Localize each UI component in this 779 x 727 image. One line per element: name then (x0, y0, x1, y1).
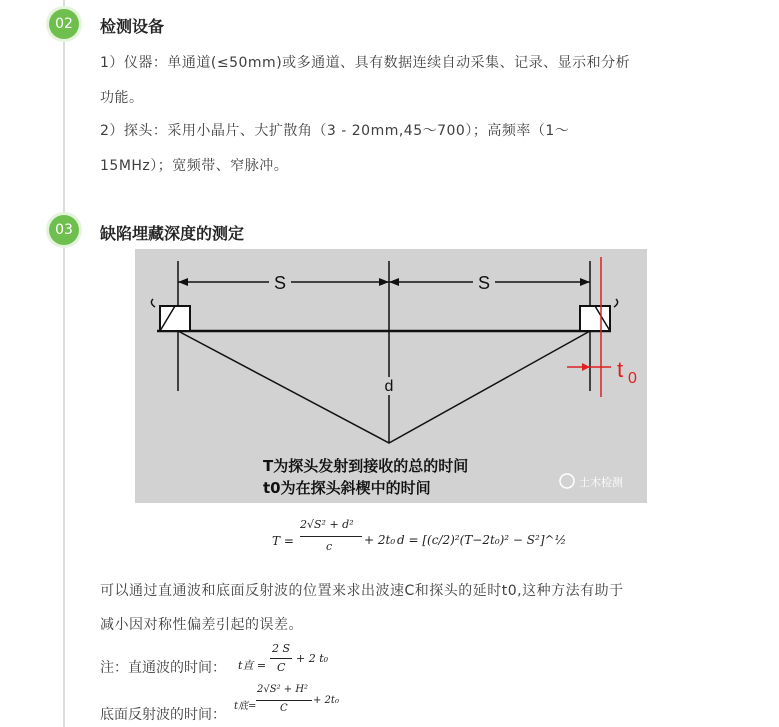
s-right-label: S (477, 273, 491, 293)
direct-wave-numer: 2 S (272, 642, 291, 655)
equipment-line-3: 2）探头：采用小晶片、大扩散角（3 - 20mm,45～700）；高频率（1～ (100, 123, 570, 139)
formula-t-denom: c (326, 540, 333, 553)
formula-t-lhs: T = (272, 534, 294, 548)
watermark: 土木检测 (579, 476, 623, 489)
fraction-bar (300, 536, 362, 537)
wechat-icon (560, 474, 574, 488)
section-number-badge: 03 (49, 215, 79, 245)
timeline-line (63, 0, 65, 727)
t0-label: t (617, 357, 624, 382)
section-number-badge: 02 (49, 9, 79, 39)
reflect-wave-lhs: t底= (234, 701, 257, 712)
section-title-equipment: 检测设备 (100, 17, 165, 36)
section-title-depth: 缺陷埋藏深度的测定 (100, 224, 245, 243)
formula-t-tail: + 2t₀ (364, 533, 396, 547)
s-left-label: S (273, 273, 287, 293)
reflect-wave-denom: C (280, 703, 288, 714)
equipment-line-4: 15MHz）；宽频带、窄脉冲。 (100, 158, 289, 174)
direct-wave-lhs: t直 = (238, 659, 267, 672)
equipment-line-2: 功能。 (100, 90, 144, 106)
right-probe (580, 306, 610, 331)
explain-line-2: 减小因对称性偏差引起的误差。 (100, 617, 303, 633)
formula-d: d = [(c/2)²(T−2t₀)² − S²]^½ (397, 533, 567, 547)
caption-line-1: T为探头发射到接收的总的时间 (263, 457, 469, 475)
fraction-bar (270, 658, 292, 659)
tofd-diagram (135, 249, 647, 503)
reflect-wave-tail: + 2t₀ (313, 695, 339, 706)
fraction-bar (256, 700, 312, 701)
t0-subscript: 0 (628, 370, 637, 387)
caption-line-2: t0为在探头斜楔中的时间 (263, 479, 431, 497)
d-label: d (384, 378, 394, 395)
reflect-wave-numer: 2√S² + H² (257, 684, 309, 695)
explain-line-1: 可以通过直通波和底面反射波的位置来求出波速C和探头的延时t0,这种方法有助于 (100, 583, 624, 599)
formula-t-numer: 2√S² + d² (300, 518, 354, 531)
direct-wave-denom: C (277, 661, 286, 674)
left-probe (160, 306, 190, 331)
equipment-line-1: 1）仪器：单通道(≤50mm)或多通道、具有数据连续自动采集、记录、显示和分析 (100, 55, 631, 71)
reflect-wave-label: 底面反射波的时间： (100, 707, 226, 723)
direct-wave-label: 注：直通波的时间： (100, 660, 226, 676)
direct-wave-tail: + 2 t₀ (296, 652, 329, 665)
